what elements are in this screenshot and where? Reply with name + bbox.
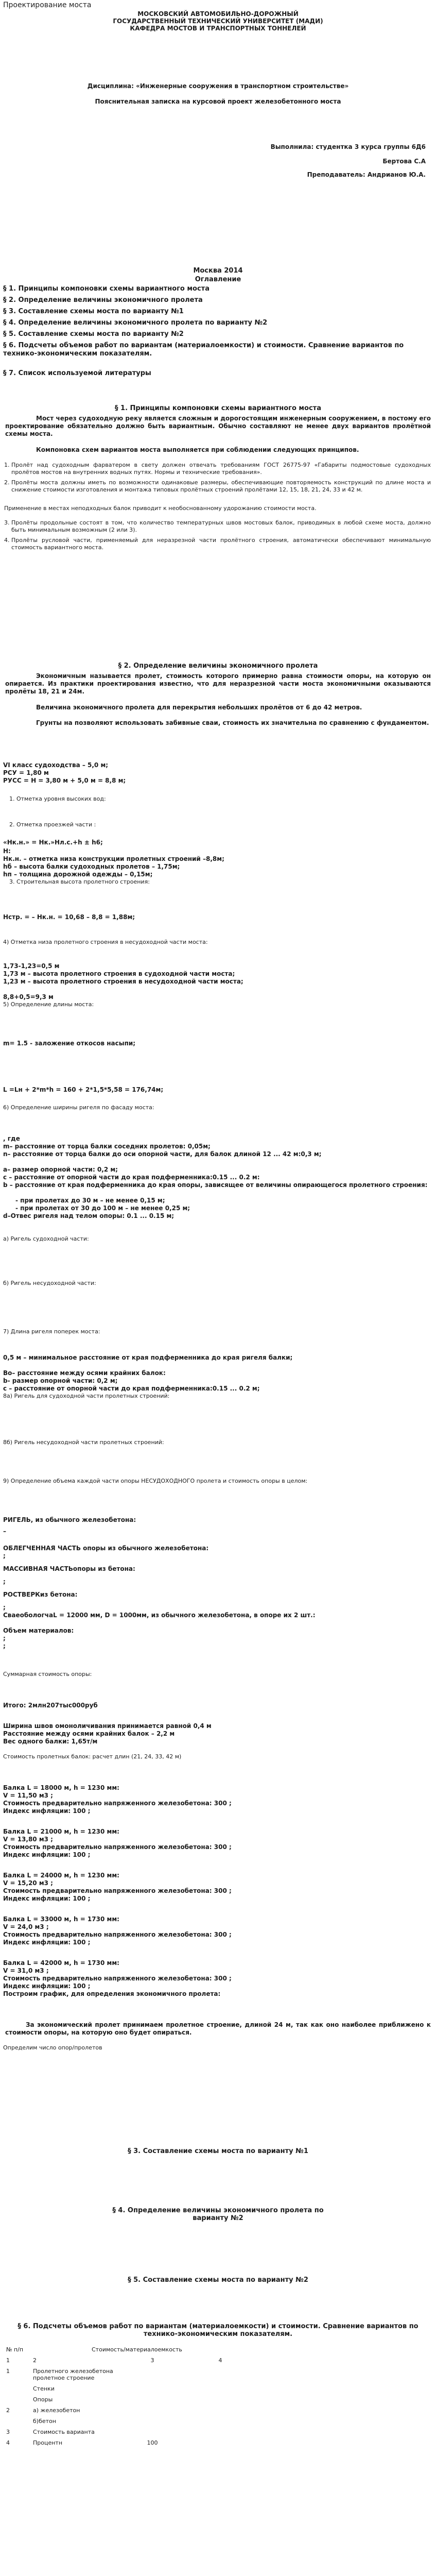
s2-step10: 8а) Ригель для судоходной части пролетных строений: — [3, 1393, 170, 1399]
s2-f24: 0,5 м – минимальное расстояние от края подферменника до края ригеля балки; — [3, 1354, 293, 1361]
s2-step7: а) Ригель судоходной части: — [3, 1235, 89, 1242]
span-5-r: Индекс инфляции: 100 ; — [3, 1982, 91, 1990]
s2-f10: 1,73 м – высота пролетного строения в судоходной части моста; — [3, 970, 235, 977]
table-row-6-name: Стоимость варианта — [33, 2429, 95, 2435]
table-row-5-n — [3, 2416, 30, 2427]
span-2-r: Индекс инфляции: 100 ; — [3, 1851, 91, 1858]
s2-f2: РУСС = Н = 3,80 м + 5,0 м = 8,8 м; — [3, 777, 126, 784]
span-1-l: Балка L = 18000 м, h = 1230 мм: — [3, 1784, 119, 1791]
span-2-c: Стоимость предварительно напряженного железобетона: 300 ; — [3, 1843, 232, 1851]
span-4-c: Стоимость предварительно напряженного железобетона: 300 ; — [3, 1931, 232, 1938]
table-row-2-name: Стенки — [33, 2385, 55, 2392]
s2-f14: L =Lн + 2*m*h = 160 + 2*1,5*5,58 = 176,74м; — [3, 1086, 164, 1093]
span-1-r: Индекс инфляции: 100 ; — [3, 1807, 91, 1815]
ob-title: ОБЛЕГЧЕННАЯ ЧАСТЬ опоры из обычного железобетона: — [3, 1545, 209, 1552]
table-row — [3, 2437, 254, 2448]
total-cost: Итого: 2млн207тыс000руб — [3, 1702, 98, 1709]
s2-f13: m= 1.5 - заложение откосов насыпи; — [3, 1040, 136, 1047]
s1-li4: Пролёты русловой части, применяемый для неразрезной части пролётного строения, автоматически обеспечивают минимальную стоимость вариантного моста. — [11, 537, 431, 551]
s1-li3: Пролёты продольные состоят в том, что количество температурных швов мостовых балок, приводимых в любой схеме моста, должно быть минимальным возможным (2 или 3). — [11, 519, 431, 533]
span-4-v: V = 24,0 м3 ; — [3, 1923, 49, 1930]
s1-title: § 1. Принципы компоновки схемы вариантного моста — [115, 404, 321, 412]
table-row — [3, 2394, 254, 2405]
sum-title: Суммарная стоимость опоры: — [3, 1671, 92, 1677]
s2-p1: Экономичным называется пролет, стоимость которого примерно равна стоимости опоры, на которую он опирается. Из практики проектирования известно, что для неразрезной части моста экономичными оказываются пролёты 18, 21 и 24м. — [5, 672, 431, 695]
rostverk-title: РОСТВЕРКиз бетона: — [3, 1591, 78, 1598]
s2-f22: - при пролетах от 30 до 100 м – не менее 0,25 м; — [15, 1205, 190, 1212]
s2-step3: 3. Строительная высота пролетного строения: — [9, 878, 150, 885]
s2-p2: Величина экономичного пролета для перекрытия небольших пролётов от 6 до 42 метров. — [36, 704, 362, 711]
s2-f1: РСУ = 1,80 м — [3, 769, 49, 776]
span-1-c: Стоимость предварительно напряженного железобетона: 300 ; — [3, 1800, 232, 1807]
vol-colon-1: ; — [3, 1635, 6, 1642]
teacher: Преподаватель: Андрианов Ю.А. — [307, 171, 426, 178]
graph-caption: Построим график, для определения экономичного пролета: — [3, 1990, 221, 1997]
table-row-7-name: Процентн — [33, 2439, 63, 2446]
university-header — [0, 10, 436, 32]
table-head-num: № п/п — [6, 2346, 24, 2353]
s2-f25: Bo– расстояние между осями крайних балок: — [3, 1369, 166, 1377]
table-header-row — [3, 2344, 254, 2355]
rostverk-colon: ; — [3, 1604, 6, 1611]
s2-f20: b – расстояние от края подферменника до края опоры, зависящее от величины опирающегося пролетного строения: — [3, 1181, 428, 1189]
span-4-l: Балка L = 33000 м, h = 1730 мм: — [3, 1916, 119, 1923]
s1-p2: Компоновка схем вариантов моста выполняется при соблюдении следующих принципов. — [36, 446, 359, 453]
w2: Расстояние между осями крайних балок – 2,2 м — [3, 1730, 175, 1737]
span-5-l: Балка L = 42000 м, h = 1730 мм: — [3, 1959, 119, 1967]
cmp-title: Стоимость пролетных балок: расчет длин (21, 24, 33, 42 м) — [3, 1753, 182, 1760]
table-head-title: Стоимость/материалоемкость — [92, 2346, 182, 2353]
s1-li1: Пролёт над судоходным фарватером в свету должен отвечать требованиям ГОСТ 26775-97 «Габариты подмостовые судоходных пролётов мостов на внутренних водных путях. Нормы и технические требования». — [11, 462, 431, 476]
s2-f21: - при пролетах до 30 м – не менее 0,15 м; — [15, 1197, 165, 1204]
vol-colon-2: ; — [3, 1642, 6, 1650]
s2-f17: n– расстояние от торца балки до оси опорной части, для балок длиной 12 ... 42 м:0,3 м; — [3, 1150, 322, 1158]
table-col-3: 3 — [150, 2357, 154, 2364]
s2-f9: 1,73-1,23=0,5 м — [3, 962, 60, 970]
table-row — [3, 2366, 254, 2383]
s2-step4: 4) Отметка низа пролетного строения в несудоходной части моста: — [3, 939, 208, 945]
header-line-1: МОСКОВСКИЙ АВТОМОБИЛЬНО-ДОРОЖНЫЙ — [137, 10, 299, 18]
header-line-3: КАФЕДРА МОСТОВ И ТРАНСПОРТНЫХ ТОННЕЛЕЙ — [130, 25, 306, 32]
s2-f12: 8,8+0,5=9,3 м — [3, 993, 54, 1001]
header-line-2: ГОСУДАРСТВЕННЫЙ ТЕХНИЧЕСКИЙ УНИВЕРСИТЕТ (МАДИ) — [113, 18, 323, 25]
city-year: Москва 2014 — [193, 267, 243, 275]
sv-title: СваеобологчаL = 12000 мм, D = 1000мм, из обычного железобетона, в опоре их 2 шт.: — [3, 1612, 316, 1619]
s2-f11: 1,23 м – высота пролетного строения в несудоходной части моста; — [3, 978, 243, 985]
span-5-v: V = 31,0 м3 ; — [3, 1967, 49, 1974]
s1-li2-num: 2. — [4, 479, 10, 486]
s2-f6: hб – высота балки судоходных пролетов – 1,75м; — [3, 863, 180, 870]
s2-f7: hп – толщина дорожной одежды – 0,15м; — [3, 871, 153, 878]
table-row-6-n: 3 — [6, 2429, 10, 2435]
s2-title: § 2. Определение величины экономичного пролета — [118, 662, 318, 670]
s1-li2: Пролёты моста должны иметь по возможности одинаковые размеры, обеспечивающие повторяемость конструкций по длине моста и снижение стоимости изготовления и монтажа типовых пролётных строений пролётами 12, 15, 18, 21, 24, 33 и 42 м. — [11, 479, 431, 493]
w1: Ширина швов омоноличивания принимается равной 0,4 м — [3, 1722, 212, 1730]
vol-title: Объем материалов: — [3, 1627, 74, 1634]
s2-f19: с – расстояние от опорной части до края подферменника:0.15 ... 0.2 м: — [3, 1174, 260, 1181]
span-2-v: V = 13,80 м3 ; — [3, 1836, 53, 1843]
s4-title: § 4. Определение величины экономичного пролета по варианту №2 — [112, 2207, 324, 2222]
s2-f23: d–Отвес ригеля над телом опоры: 0.1 ... 0.15 м; — [3, 1212, 175, 1219]
span-3-r: Индекс инфляции: 100 ; — [3, 1895, 91, 1902]
span-4-r: Индекс инфляции: 100 ; — [3, 1939, 91, 1946]
s2-f4: Н: — [3, 848, 11, 855]
s2-vis-title: VI класс судоходства – 5,0 м; — [3, 761, 109, 769]
table-row-2-n — [3, 2383, 30, 2394]
s2-f3: «Нк.н.» = Нк.»Нл.с.+h ± h6; — [3, 839, 103, 846]
s1-li3-num: 3. — [4, 519, 10, 526]
table-cols-row — [3, 2355, 254, 2366]
s2-p3: Грунты на позволяют использовать забивные сваи, стоимость их значительна по сравнению с фундаментом. — [36, 719, 429, 726]
conclusion: За экономический пролет принимаем пролетное строение, длиной 24 м, так как оно наиболее приближено к стоимости опоры, на которую оно будет опираться. — [5, 2021, 431, 2036]
table-col-4: 4 — [218, 2357, 222, 2364]
table-row-3-n — [3, 2394, 30, 2405]
s1-li4-num: 4. — [4, 537, 10, 544]
mass-title: МАССИВНАЯ ЧАСТЬопоры из бетона: — [3, 1565, 135, 1572]
table-col-2: 2 — [33, 2357, 37, 2364]
performer: Выполнила: студентка 3 курса группы 6Д6 — [270, 143, 426, 150]
toc-item-6[interactable]: § 6. Подсчеты объемов работ по вариантам (материалоемкости) и стоимости. Сравнение вариантов по технико-экономическим показателям. — [3, 342, 404, 358]
table-row-1-n: 1 — [6, 2368, 10, 2375]
w3: Вес одного балки: 1,65т/м — [3, 1738, 98, 1745]
s2-f15: , где — [3, 1135, 20, 1142]
s2-step11: 8б) Ригель несудоходной части пролетных строений: — [3, 1439, 164, 1446]
s2-step2: 2. Отметка проезжей части : — [9, 821, 96, 828]
conclusion-2: Определим число опор/пролетов — [3, 2044, 102, 2051]
mass-colon: ; — [3, 1578, 6, 1585]
s2-step1: 1. Отметка уровня высоких вод: — [9, 795, 106, 802]
cost-table-grid — [3, 2344, 254, 2448]
performer-name: Бертова С.А — [382, 158, 426, 165]
s2-f16: m– расстояние от торца балки соседних пролетов: 0,05м; — [3, 1143, 211, 1150]
toc-item-2[interactable]: § 2. Определение величины экономичного пролета — [3, 296, 203, 304]
span-3-c: Стоимость предварительно напряженного железобетона: 300 ; — [3, 1887, 232, 1894]
table-row-4-n: 2 — [6, 2407, 10, 2414]
table-row-3-name: Опоры — [33, 2396, 53, 2403]
table-row-1-name: Пролетного железобетона пролетное строение — [33, 2368, 113, 2381]
s1-p3: Применение в местах неподходных балок приводит к необоснованному удорожанию стоимости моста. — [4, 505, 317, 512]
discipline: Дисциплина: «Инженерные сооружения в транспортном строительстве» — [87, 82, 349, 90]
s2-step6: 6) Определение ширины ригеля по фасаду моста: — [3, 1104, 154, 1111]
s5-title: § 5. Составление схемы моста по варианту №2 — [128, 2276, 308, 2284]
s6-title: § 6. Подсчеты объемов работ по вариантам (материалоемкости) и стоимости. Сравнение вариантов по технико-экономическим показателям. — [18, 2323, 418, 2338]
s1-p1: Мост через судоходную реку является сложным и дорогостоящим инженерным сооружением, в постому его проектирование обязательно должно быть вариантным. Обычно составляют не менее двух вариантов пролётной схемы моста. — [5, 415, 431, 437]
table-row-4-name: а) железобетон — [33, 2407, 80, 2414]
s2-f27: с – расстояние от опорной части до края подферменника:0.15 ... 0.2 м; — [3, 1385, 260, 1392]
span-1-v: V = 11,50 м3 ; — [3, 1792, 53, 1799]
s1-li1-num: 1. — [4, 462, 10, 468]
table-row-5-name: б)бетон — [33, 2418, 56, 2425]
table-row — [3, 2405, 254, 2416]
rigel-title: РИГЕЛЬ, из обычного железобетона: — [3, 1516, 136, 1523]
s2-step5: 5) Определение длины моста: — [3, 1001, 94, 1008]
toc-item-4[interactable]: § 4. Определение величины экономичного пролета по варианту №2 — [3, 319, 268, 327]
window-title: Проектирование моста — [3, 1, 92, 9]
table-row-7-n: 4 — [6, 2439, 10, 2446]
span-3-l: Балка L = 24000 м, h = 1230 мм: — [3, 1872, 119, 1879]
table-row-7-v: 100 — [147, 2439, 158, 2446]
span-2-l: Балка L = 21000 м, h = 1230 мм: — [3, 1828, 119, 1835]
s2-f5: Нк.н. – отметка низа конструкции пролетных строений –8,8м; — [3, 855, 224, 862]
s2-f18: a– размер опорной части: 0,2 м; — [3, 1166, 118, 1173]
table-row — [3, 2383, 254, 2394]
table-row — [3, 2416, 254, 2427]
toc-item-7[interactable]: § 7. Список используемой литературы — [3, 369, 151, 377]
note-title: Пояснительная записка на курсовой проект железобетонного моста — [95, 98, 341, 105]
s2-step12: 9) Определение объема каждой части опоры НЕСУДОХОДНОГО пролета и стоимость опоры в целом: — [3, 1478, 308, 1484]
s3-title: § 3. Составление схемы моста по варианту №1 — [128, 2147, 308, 2155]
span-3-v: V = 15,20 м3 ; — [3, 1879, 53, 1887]
s2-f8: Нстр. = – Нк.н. = 10,68 – 8,8 = 1,88м; — [3, 913, 135, 921]
table-col-1: 1 — [6, 2357, 10, 2364]
ob-colon: ; — [3, 1552, 6, 1560]
toc-item-3[interactable]: § 3. Составление схемы моста по варианту №1 — [3, 308, 184, 315]
span-5-c: Стоимость предварительно напряженного железобетона: 300 ; — [3, 1975, 232, 1982]
toc-item-1[interactable]: § 1. Принципы компоновки схемы вариантного моста — [3, 285, 210, 293]
rigel-blank: – — [3, 1528, 6, 1535]
toc-title: Оглавление — [195, 276, 241, 283]
table-row — [3, 2427, 254, 2437]
cost-table — [3, 2344, 312, 2448]
s2-step8: б) Ригель несудоходной части: — [3, 1280, 96, 1286]
s2-f26: b- размер опорной части: 0,2 м; — [3, 1377, 118, 1384]
toc-item-5[interactable]: § 5. Составление схемы моста по варианту №2 — [3, 330, 184, 338]
s2-step9: 7) Длина ригеля поперек моста: — [3, 1328, 100, 1335]
